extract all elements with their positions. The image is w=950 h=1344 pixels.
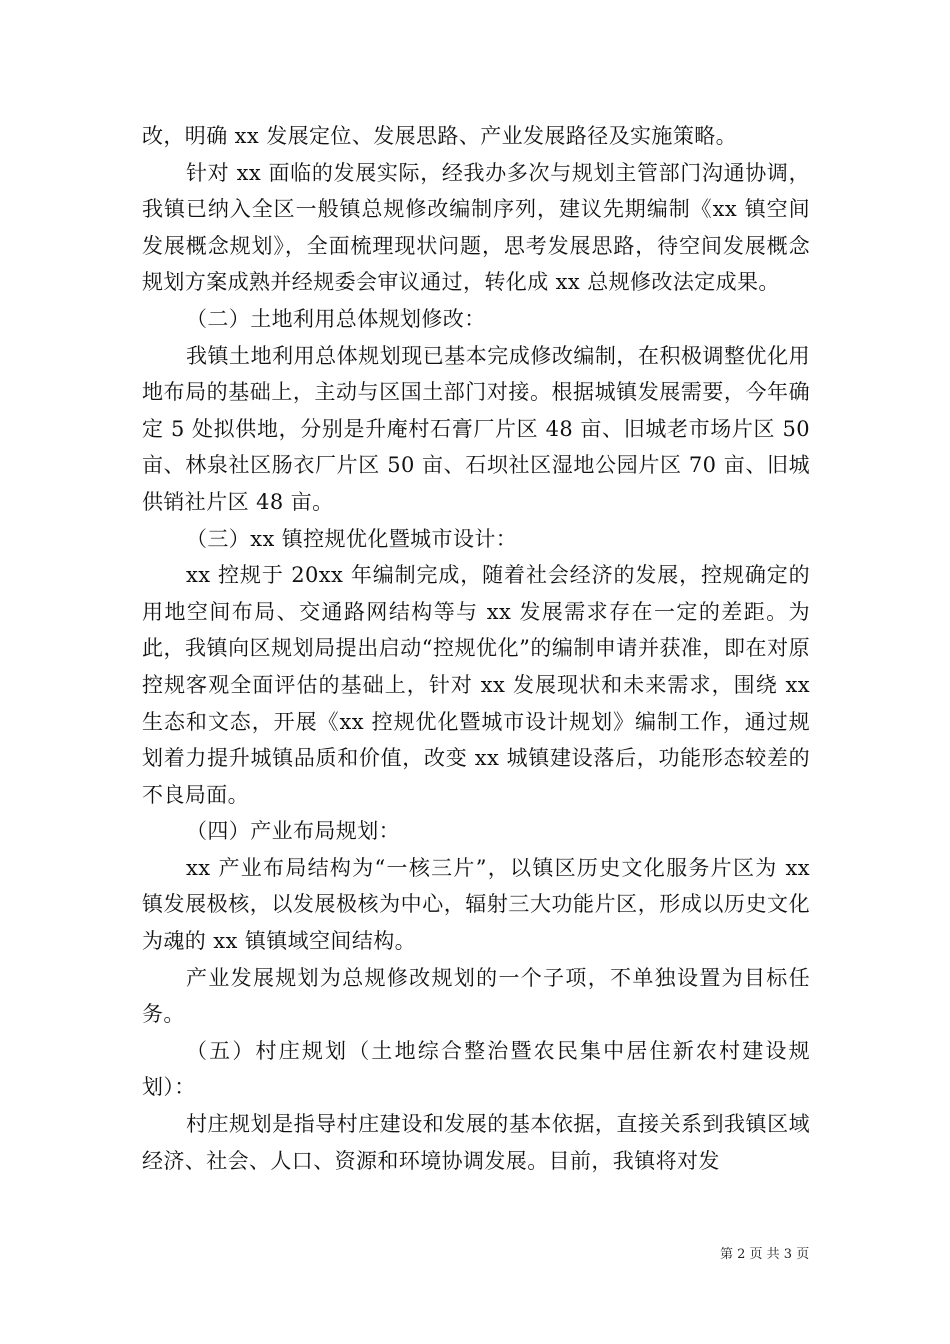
section-heading-industry-layout: （四）产业布局规划： bbox=[186, 819, 400, 844]
paragraph-general-plan: 针对 xx 面临的发展实际，经我办多次与规划主管部门沟通协调，我镇已纳入全区一般镇总规修改编制序列，建议先期编制《xx 镇空间发展概念规划》，全面梳理现状问题，思考发展思路，待空间发展概念规划方案成熟并经规委会审议通过，转化成 xx 总规修改法定成果。 bbox=[142, 160, 810, 295]
page-number-footer: 第 2 页 共 3 页 bbox=[720, 1247, 810, 1262]
paragraph-industry-subitem: 产业发展规划为总规修改规划的一个子项，不单独设置为目标任务。 bbox=[142, 965, 810, 1027]
section-heading-control-plan: （三）xx 镇控规优化暨城市设计： bbox=[186, 526, 518, 551]
section-heading-land-use: （二）土地利用总体规划修改： bbox=[186, 306, 486, 331]
paragraph-continuation: 改，明确 xx 发展定位、发展思路、产业发展路径及实施策略。 bbox=[142, 124, 738, 148]
paragraph-control-plan: xx 控规于 20xx 年编制完成，随着社会经济的发展，控规确定的用地空间布局、交通路网结构等与 xx 发展需求存在一定的差距。为此，我镇向区规划局提出启动“控规优化”的编制申请并获准，即在对原控规客观全面评估的基础上，针对 xx 发展现状和未来需求，围绕 xx 生态和文态，开展《xx 控规优化暨城市设计规划》编制工作，通过规划着力提升城镇品质和价值，改变 xx 城镇建设落后，功能形态较差的不良局面。 bbox=[142, 563, 810, 807]
paragraph-industry-layout: xx 产业布局结构为“一核三片”，以镇区历史文化服务片区为 xx 镇发展极核，以发展极核为中心，辐射三大功能片区，形成以历史文化为魂的 xx 镇镇域空间结构。 bbox=[142, 855, 810, 954]
paragraph-land-use: 我镇土地利用总体规划现已基本完成修改编制，在积极调整优化用地布局的基础上，主动与区国土部门对接。根据城镇发展需要，今年确定 5 处拟供地，分别是升庵村石膏厂片区 48 亩、旧城老市场片区 50 亩、林泉社区肠衣厂片区 50 亩、石坝社区湿地公园片区 70 亩、旧城供销社片区 48 亩。 bbox=[142, 343, 810, 514]
paragraph-village-plan: 村庄规划是指导村庄建设和发展的基本依据，直接关系到我镇区域经济、社会、人口、资源和环境协调发展。目前，我镇将对发 bbox=[142, 1112, 810, 1173]
section-heading-village-plan: （五）村庄规划（土地综合整治暨农民集中居住新农村建设规划）： bbox=[142, 1038, 810, 1100]
document-body bbox=[142, 118, 810, 1179]
